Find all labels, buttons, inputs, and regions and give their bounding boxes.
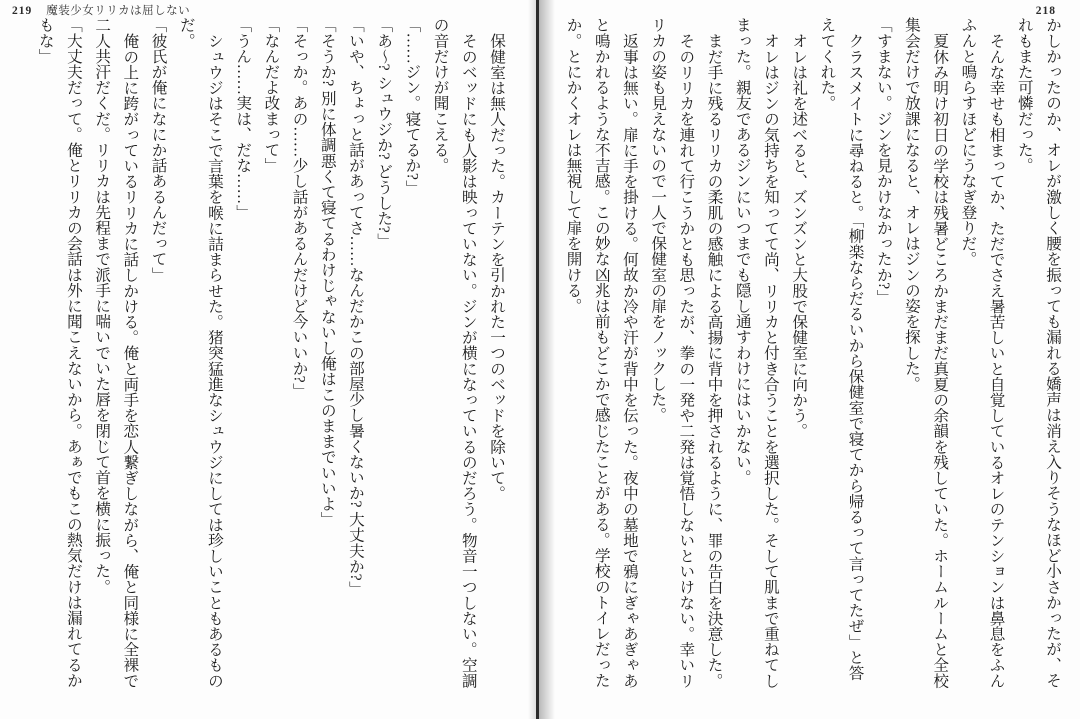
text-column: オレはジンの気持ちを知ってて尚、リリカと付き合うことを選択した。そして肌まで重ねてし [761,32,779,688]
text-column: ふんと鳴らすほどにうなぎ登りだ。 [959,17,977,267]
running-head-left [12,4,190,18]
text-column: そんな幸せも相まってか、ただでさえ暑苦しいと自覚しているオレのテンションは鼻息をふん [987,32,1005,688]
text-column: 夏休み明け初日の学校は残暑どころかまだまだ真夏の余韻を残していた。ホームルームと全校 [931,32,949,688]
text-column: 「いや、ちょっと話があってさ……なんだかこの部屋少し暑くないか? 大丈夫か?」 [346,17,364,597]
text-column: リカの姿も見えないので一人で保健室の扉をノックした。 [649,17,667,423]
page-219 [0,0,536,719]
page-number-left: 219 [12,5,33,17]
text-column: 返事は無い。扉に手を掛ける。何故か冷や汗が背中を伝った。夜中の墓地で鴉にぎゃあぎゃあ [620,32,638,688]
text-column: 「そうか? 別に体調悪くて寝てるわけじゃないし俺はこのままでいいよ」 [318,17,336,528]
text-column: まだ手に残るリリカの柔肌の感触による高揚に背中を押されるように、罪の告白を決意した。 [705,32,723,688]
text-column: の音だけが聞こえる。 [431,17,449,173]
text-column: 「大丈夫だって。俺とリリカの会話は外に聞こえないから。あぁでもこの熱気だけは漏れてるか [64,17,82,688]
text-column: クラスメイトに尋ねると。「柳楽ならだるいから保健室で寝てから帰るって言ってたぜ」と答 [846,32,864,680]
text-column: そのベッドにも人影は映っていない。ジンが横になっているのだろう。物音一つしない。空調 [459,32,477,688]
text-column: と鳴かれるような不吉感。この妙な凶兆は前もどこかで感じたことがある。学校のトイレだった [592,17,610,688]
running-head-right [1036,4,1056,18]
text-column: 「……ジン。寝てるか?」 [403,17,421,196]
text-column: 「すまない。ジンを見かけなかったか?」 [874,17,892,305]
text-column: まった。親友であるジンにいつまでも隠し通すわけにはいかない。 [733,17,751,485]
text-column: 「彼氏が俺になにか話あるんだって」 [149,17,167,283]
text-column: だ。 [177,17,195,49]
running-title: 魔装少女リリカは屈しない [46,5,191,17]
text-column: 「うん……実は、だな……」 [234,17,252,220]
text-column: もな」 [36,17,54,64]
text-column: か。とにかくオレは無視して扉を開ける。 [564,17,582,314]
page-218 [540,0,1080,719]
text-column: 「そっか。あの……少し話があるんだけど今いいか?」 [290,17,308,399]
spine-shadow-left [528,0,536,719]
text-column: 二人共汗だくだ。リリカは先程まで派手に喘いでいた唇を閉じて首を横に振った。 [93,17,111,595]
page-text-left [31,17,510,707]
text-column: 集会だけで放課になると、オレはジンの姿を探した。 [902,17,920,392]
text-column: れもまた可憐だった。 [1015,17,1033,173]
text-column: 保健室は無人だった。カーテンを引かれた一つのベッドを除いて。 [488,32,505,501]
text-column: 俺の上に跨がっているリリカに話しかける。俺と両手を恋人繋ぎしながら、俺と同様に全裸で [121,32,139,688]
spine-shadow-right [539,0,555,719]
text-column: シュウジはそこで言葉を喉に詰まらせた。猪突猛進なシュウジにしては珍しいこともあるもの [205,32,223,688]
text-column: 「あ〜? シュウジか? どうした?」 [375,17,393,249]
text-column: かしかったのか、オレが激しく腰を振っても漏れる嬌声は消え入りそうなほど小さかったが、そ [1044,17,1061,688]
text-column: そのリリカを連れて行こうかとも思ったが、拳の一発や二発は覚悟しないといけない。幸いリ [677,32,695,688]
text-column: 「なんだよ改まって」 [262,17,280,173]
text-column: オレは礼を述べると、ズンズンと大股で保健室に向かう。 [790,32,808,439]
page-text-right [558,17,1066,707]
text-column: えてくれた。 [818,17,836,111]
page-number-right: 218 [1035,5,1056,17]
